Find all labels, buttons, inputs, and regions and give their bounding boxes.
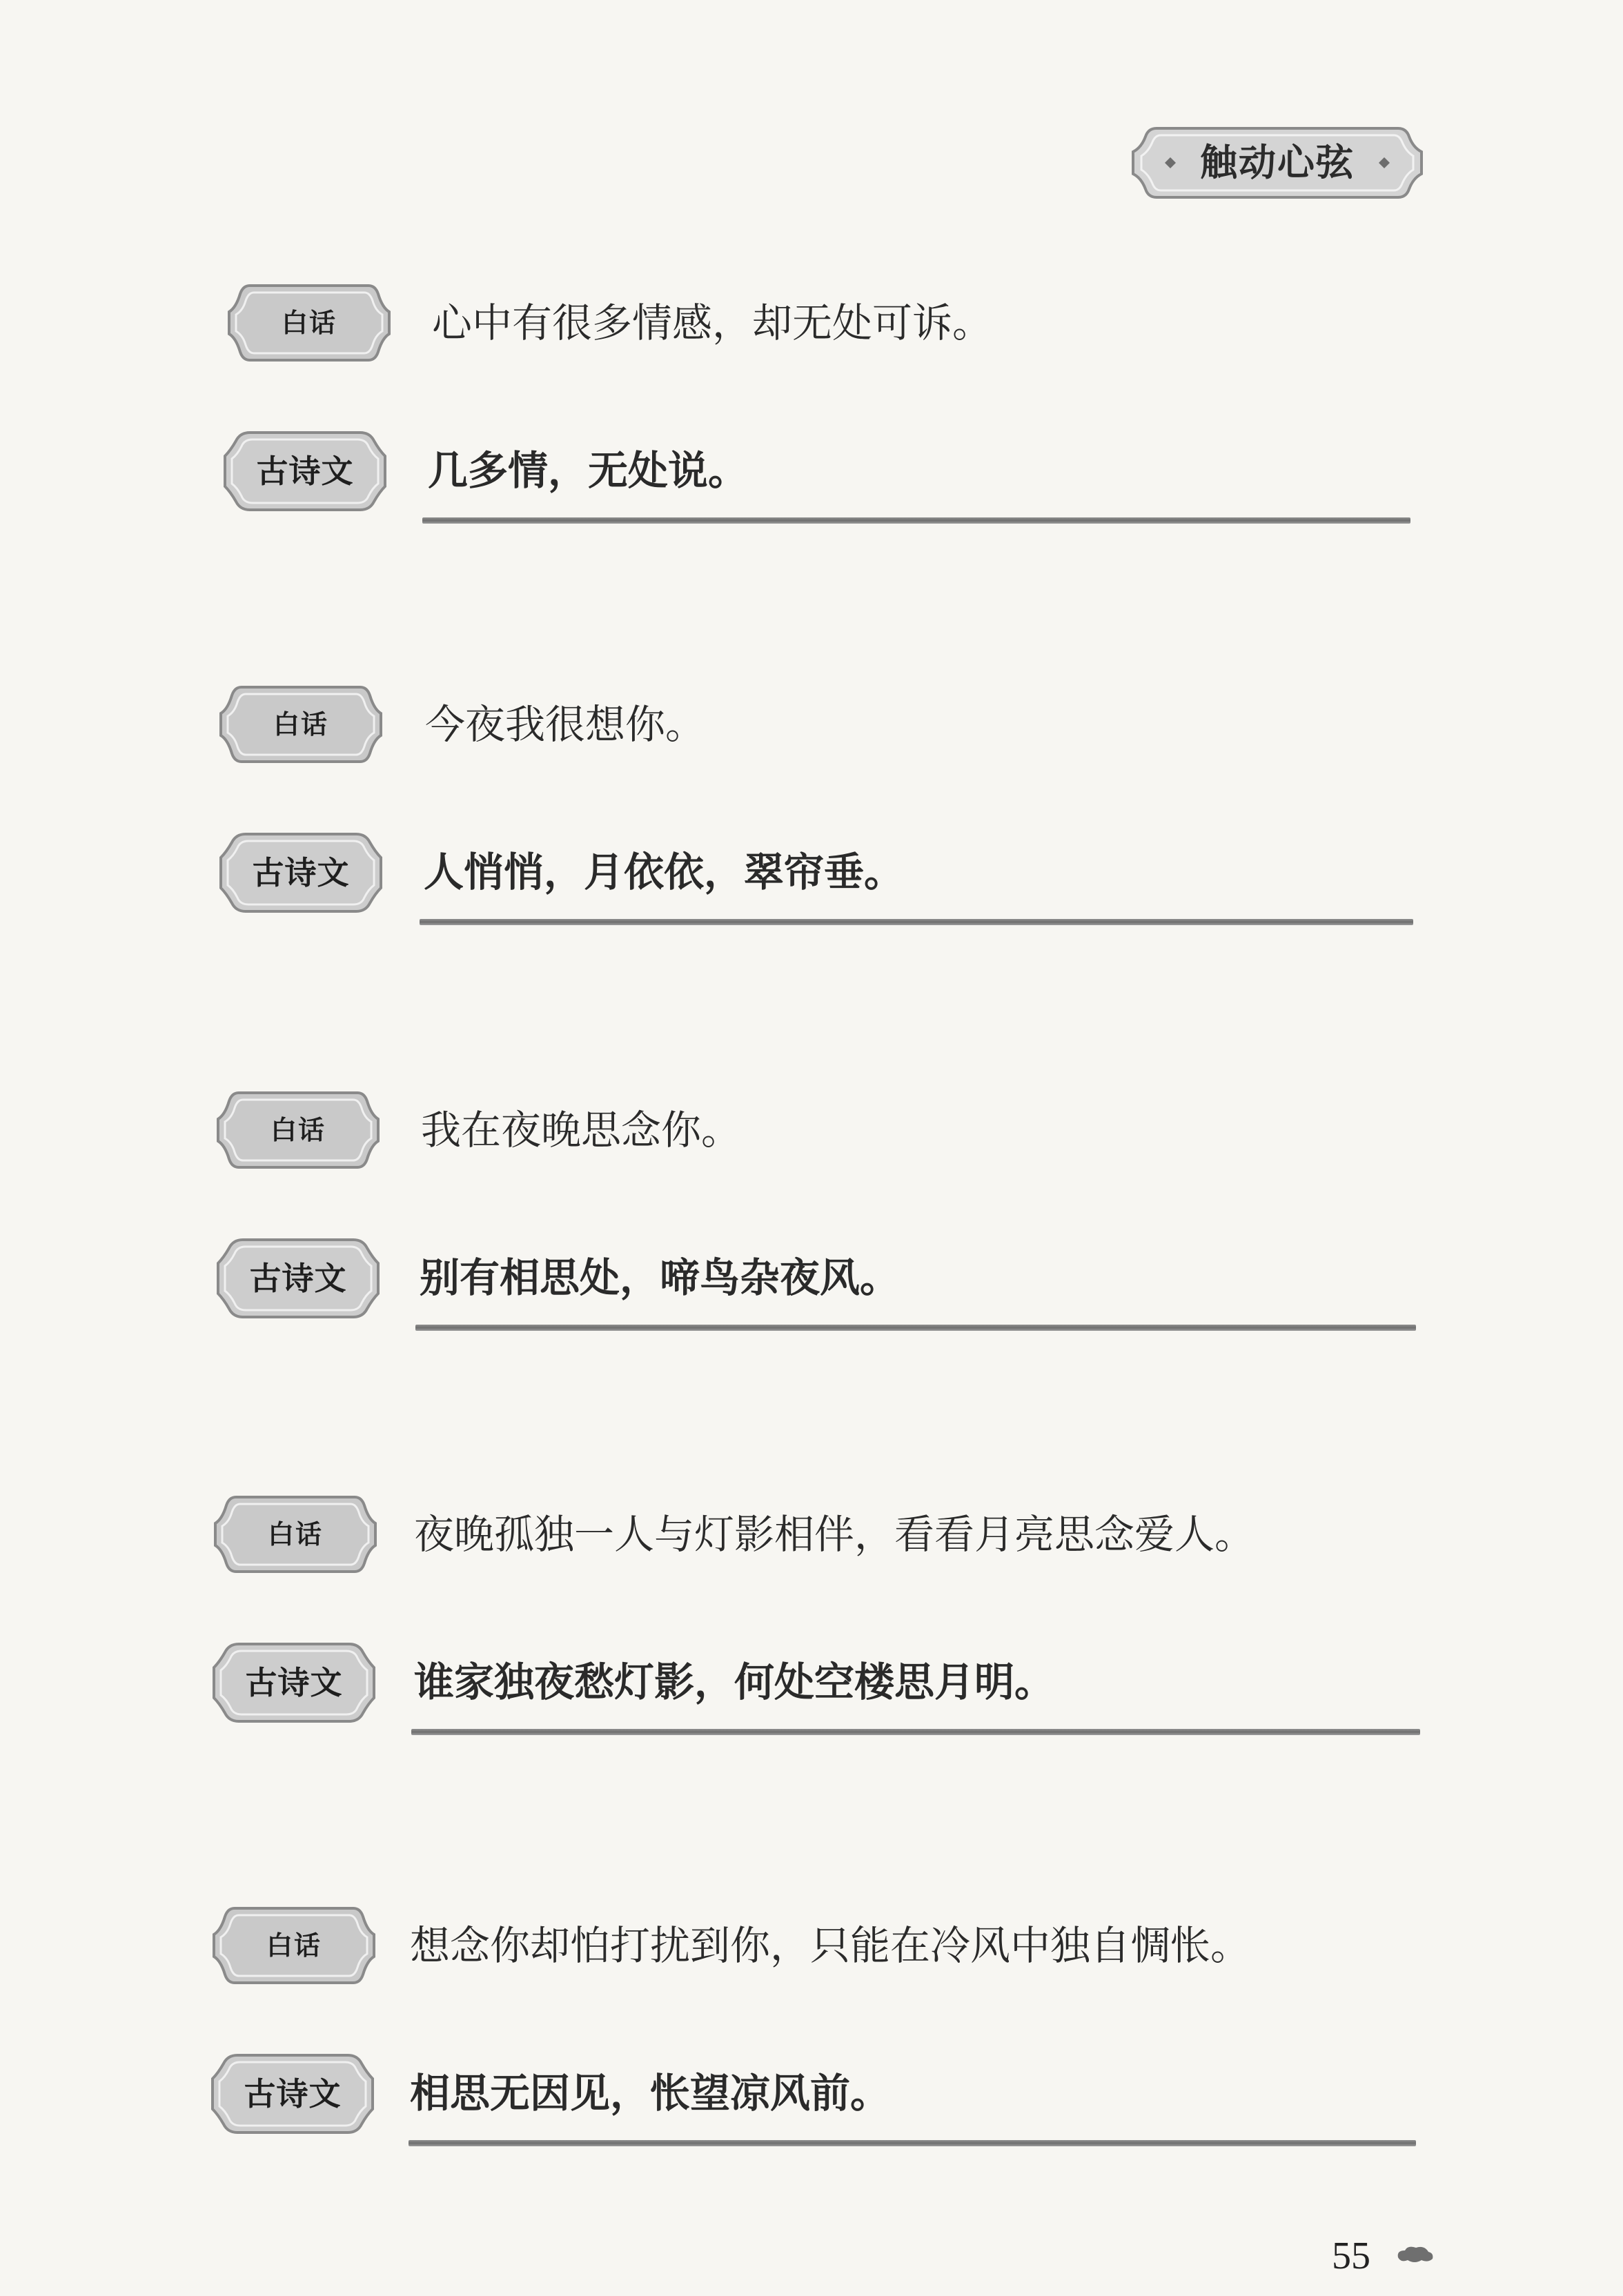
entry-divider	[420, 919, 1413, 925]
baihua-text: 今夜我很想你。	[425, 701, 706, 748]
baihua-badge	[211, 1904, 377, 1987]
entry-divider	[409, 2140, 1416, 2146]
gushi-badge	[222, 430, 388, 513]
gushi-badge	[211, 1641, 377, 1724]
entry-2	[0, 683, 1623, 945]
gushi-badge	[215, 1237, 381, 1320]
entry-divider	[422, 517, 1410, 524]
gushi-badge-label: 古诗文	[249, 1260, 347, 1297]
gushi-text: 几多情，无处说。	[428, 447, 749, 494]
gushi-text: 谁家独夜愁灯影，何处空楼思月明。	[414, 1659, 1055, 1705]
entry-3	[0, 1089, 1623, 1351]
baihua-badge	[213, 1493, 378, 1576]
gushi-badge-label: 古诗文	[252, 854, 350, 891]
baihua-badge-label: 白话	[281, 308, 337, 338]
gushi-text: 相思无因见，怅望凉风前。	[410, 2070, 891, 2117]
baihua-text: 想念你却怕打扰到你，只能在冷风中独自惆怅。	[410, 1922, 1251, 1969]
entry-divider	[415, 1325, 1416, 1331]
baihua-badge-label: 白话	[267, 1519, 323, 1550]
entry-divider	[411, 1729, 1420, 1735]
baihua-badge-label: 白话	[270, 1115, 326, 1145]
baihua-badge-label: 白话	[273, 709, 328, 740]
gushi-badge-label: 古诗文	[244, 2075, 342, 2112]
gushi-badge-label: 古诗文	[245, 1664, 343, 1701]
section-tag	[1129, 124, 1426, 201]
baihua-text: 夜晚孤独一人与灯影相伴，看看月亮思念爱人。	[414, 1511, 1255, 1558]
baihua-badge	[215, 1089, 381, 1171]
section-tag-label: 触动心弦	[1200, 141, 1355, 184]
gushi-badge	[218, 831, 384, 914]
cloud-ornament-icon	[1394, 2244, 1435, 2264]
entry-5	[0, 1904, 1623, 2166]
gushi-text: 人悄悄，月依依，翠帘垂。	[424, 849, 905, 895]
baihua-badge-label: 白话	[266, 1930, 322, 1961]
baihua-badge	[218, 683, 384, 766]
gushi-badge-label: 古诗文	[256, 453, 354, 490]
page-number: 55	[1332, 2235, 1370, 2277]
baihua-badge	[226, 281, 392, 364]
entry-4	[0, 1493, 1623, 1755]
baihua-text: 我在夜晚思念你。	[421, 1107, 742, 1154]
gushi-badge	[210, 2052, 375, 2135]
entry-1	[0, 281, 1623, 544]
gushi-text: 别有相思处，啼鸟杂夜风。	[420, 1254, 901, 1301]
baihua-text: 心中有很多情感，却无处可诉。	[432, 299, 993, 346]
